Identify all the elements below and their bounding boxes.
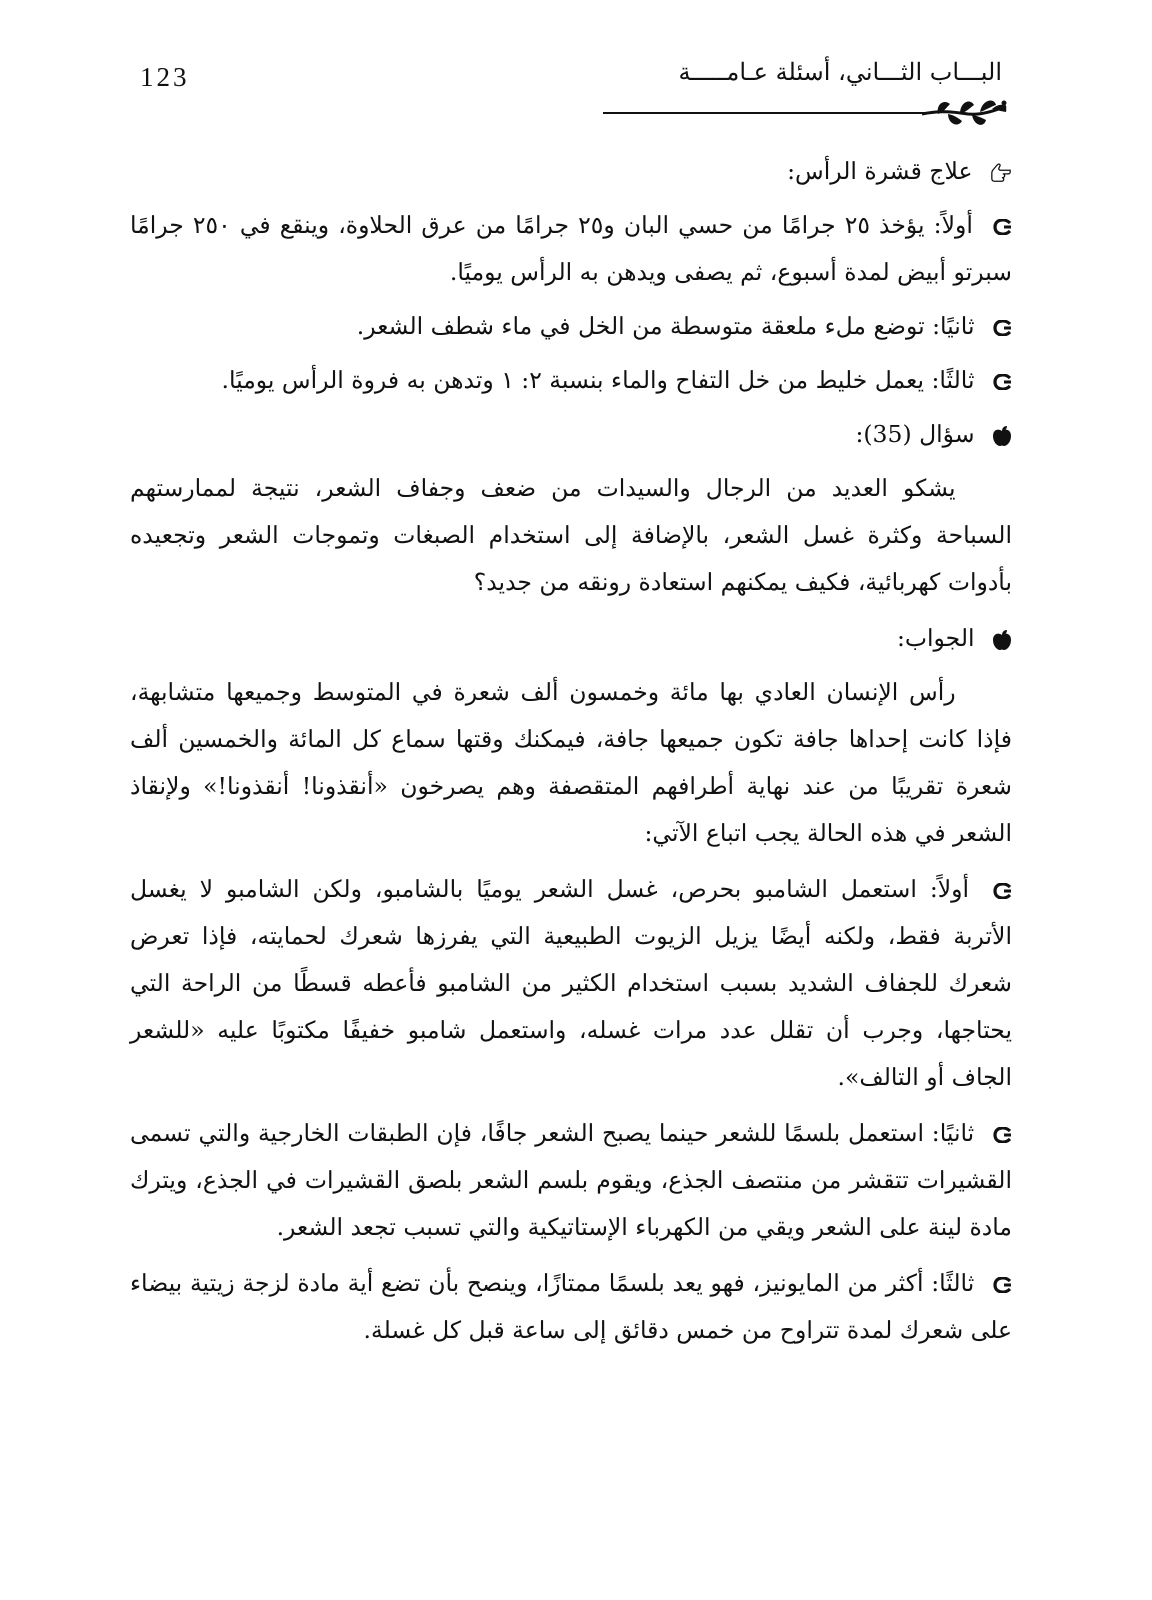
- section-heading: [130, 148, 1012, 195]
- curved-arrow-bullet-icon: [992, 320, 1012, 336]
- question-text: يشكو العديد من الرجال والسيدات من ضعف وجفاف الشعر، نتيجة لممارستهم السباحة وكثرة غسل الشعر، بالإضافة إلى استخدام الصبغات وتموجات الشعر وتجعيده بأدوات كهربائية، فكيف يمكنهم استعادة رونقه من جديد؟: [130, 474, 1012, 596]
- answer-point-text: ثانيًا: استعمل بلسمًا للشعر حينما يصبح الشعر جافًا، فإن الطبقات الخارجية والتي تسمى القشيرات تتقشر من منتصف الجذع، ويقوم بلسم الشعر بلصق القشيرات في الجذع، ويترك مادة لينة على الشعر ويقي من الكهرباء الإستاتيكية والتي تسبب تجعد الشعر.: [130, 1119, 1012, 1241]
- answer-point-3: [130, 1260, 1012, 1354]
- answer-intro: رأس الإنسان العادي بها مائة وخمسون ألف شعرة في المتوسط وجميعها متشابهة، فإذا كانت إحداها جافة تكون جميعها جافة، فيمكنك وقتها سماع كل المائة والخمسين ألف شعرة تقريبًا من عند نهاية أطرافهم المتقصفة وهم يصرخون «أنقذونا! أنقذونا!» ولإنقاذ الشعر في هذه الحالة يجب اتباع الآتي:: [130, 678, 1012, 847]
- curved-arrow-bullet-icon: [992, 219, 1012, 235]
- page-content: [130, 148, 1012, 1363]
- answer-point-1: [130, 866, 1012, 1101]
- pointing-hand-icon: [990, 162, 1012, 184]
- remedy-text: ثانيًا: توضع ملء ملعقة متوسطة من الخل في ماء شطف الشعر.: [356, 312, 975, 340]
- question-heading: [130, 411, 1012, 458]
- page-number: 123: [140, 62, 190, 92]
- answer-point-2: [130, 1110, 1012, 1251]
- remedy-text: أولاً: يؤخذ ٢٥ جرامًا من حسي البان و٢٥ جرامًا من عرق الحلاوة، وينقع في ٢٥٠ جرامًا سبرتو أبيض لمدة أسبوع، ثم يصفى ويدهن به الرأس يوميًا.: [130, 211, 1012, 286]
- apple-icon: [992, 425, 1012, 447]
- curved-arrow-bullet-icon: [992, 883, 1012, 899]
- question-label: سؤال (35):: [855, 420, 975, 448]
- answer-point-text: أولاً: استعمل الشامبو بحرص، غسل الشعر يوميًا بالشامبو، ولكن الشامبو لا يغسل الأتربة فقط، ولكنه أيضًا يزيل الزيوت الطبيعية التي يفرزها شعرك لحمايته، فإذا تعرض شعرك للجفاف الشديد بسبب استخدام الكثير من الشامبو فأعطه قسطًا من الراحة التي يحتاجها، وجرب أن تقلل عدد مرات غسله، واستعمل شامبو خفيفًا مكتوبًا عليه «للشعر الجاف أو التالف».: [130, 875, 1012, 1091]
- header-rule: [603, 112, 933, 114]
- running-header: البـــاب الثـــاني، أسئلة عـامـــــة: [678, 58, 1002, 86]
- remedy-item-1: [130, 202, 1012, 296]
- remedy-text: ثالثًا: يعمل خليط من خل التفاح والماء بنسبة ٢: ١ وتدهن به فروة الرأس يوميًا.: [221, 366, 975, 394]
- section-title: علاج قشرة الرأس:: [787, 157, 973, 185]
- apple-icon: [992, 629, 1012, 651]
- leaf-vine-ornament-icon: [920, 92, 1010, 134]
- curved-arrow-bullet-icon: [992, 374, 1012, 390]
- remedy-item-2: [130, 303, 1012, 350]
- answer-heading: [130, 615, 1012, 662]
- answer-label: الجواب:: [896, 624, 975, 652]
- curved-arrow-bullet-icon: [992, 1127, 1012, 1143]
- remedy-item-3: [130, 357, 1012, 404]
- answer-point-text: ثالثًا: أكثر من المايونيز، فهو يعد بلسمًا ممتازًا، وينصح بأن تضع أية مادة لزجة زيتية بيضاء على شعرك لمدة تتراوح من خمس دقائق إلى ساعة قبل كل غسلة.: [130, 1269, 1012, 1344]
- curved-arrow-bullet-icon: [992, 1277, 1012, 1293]
